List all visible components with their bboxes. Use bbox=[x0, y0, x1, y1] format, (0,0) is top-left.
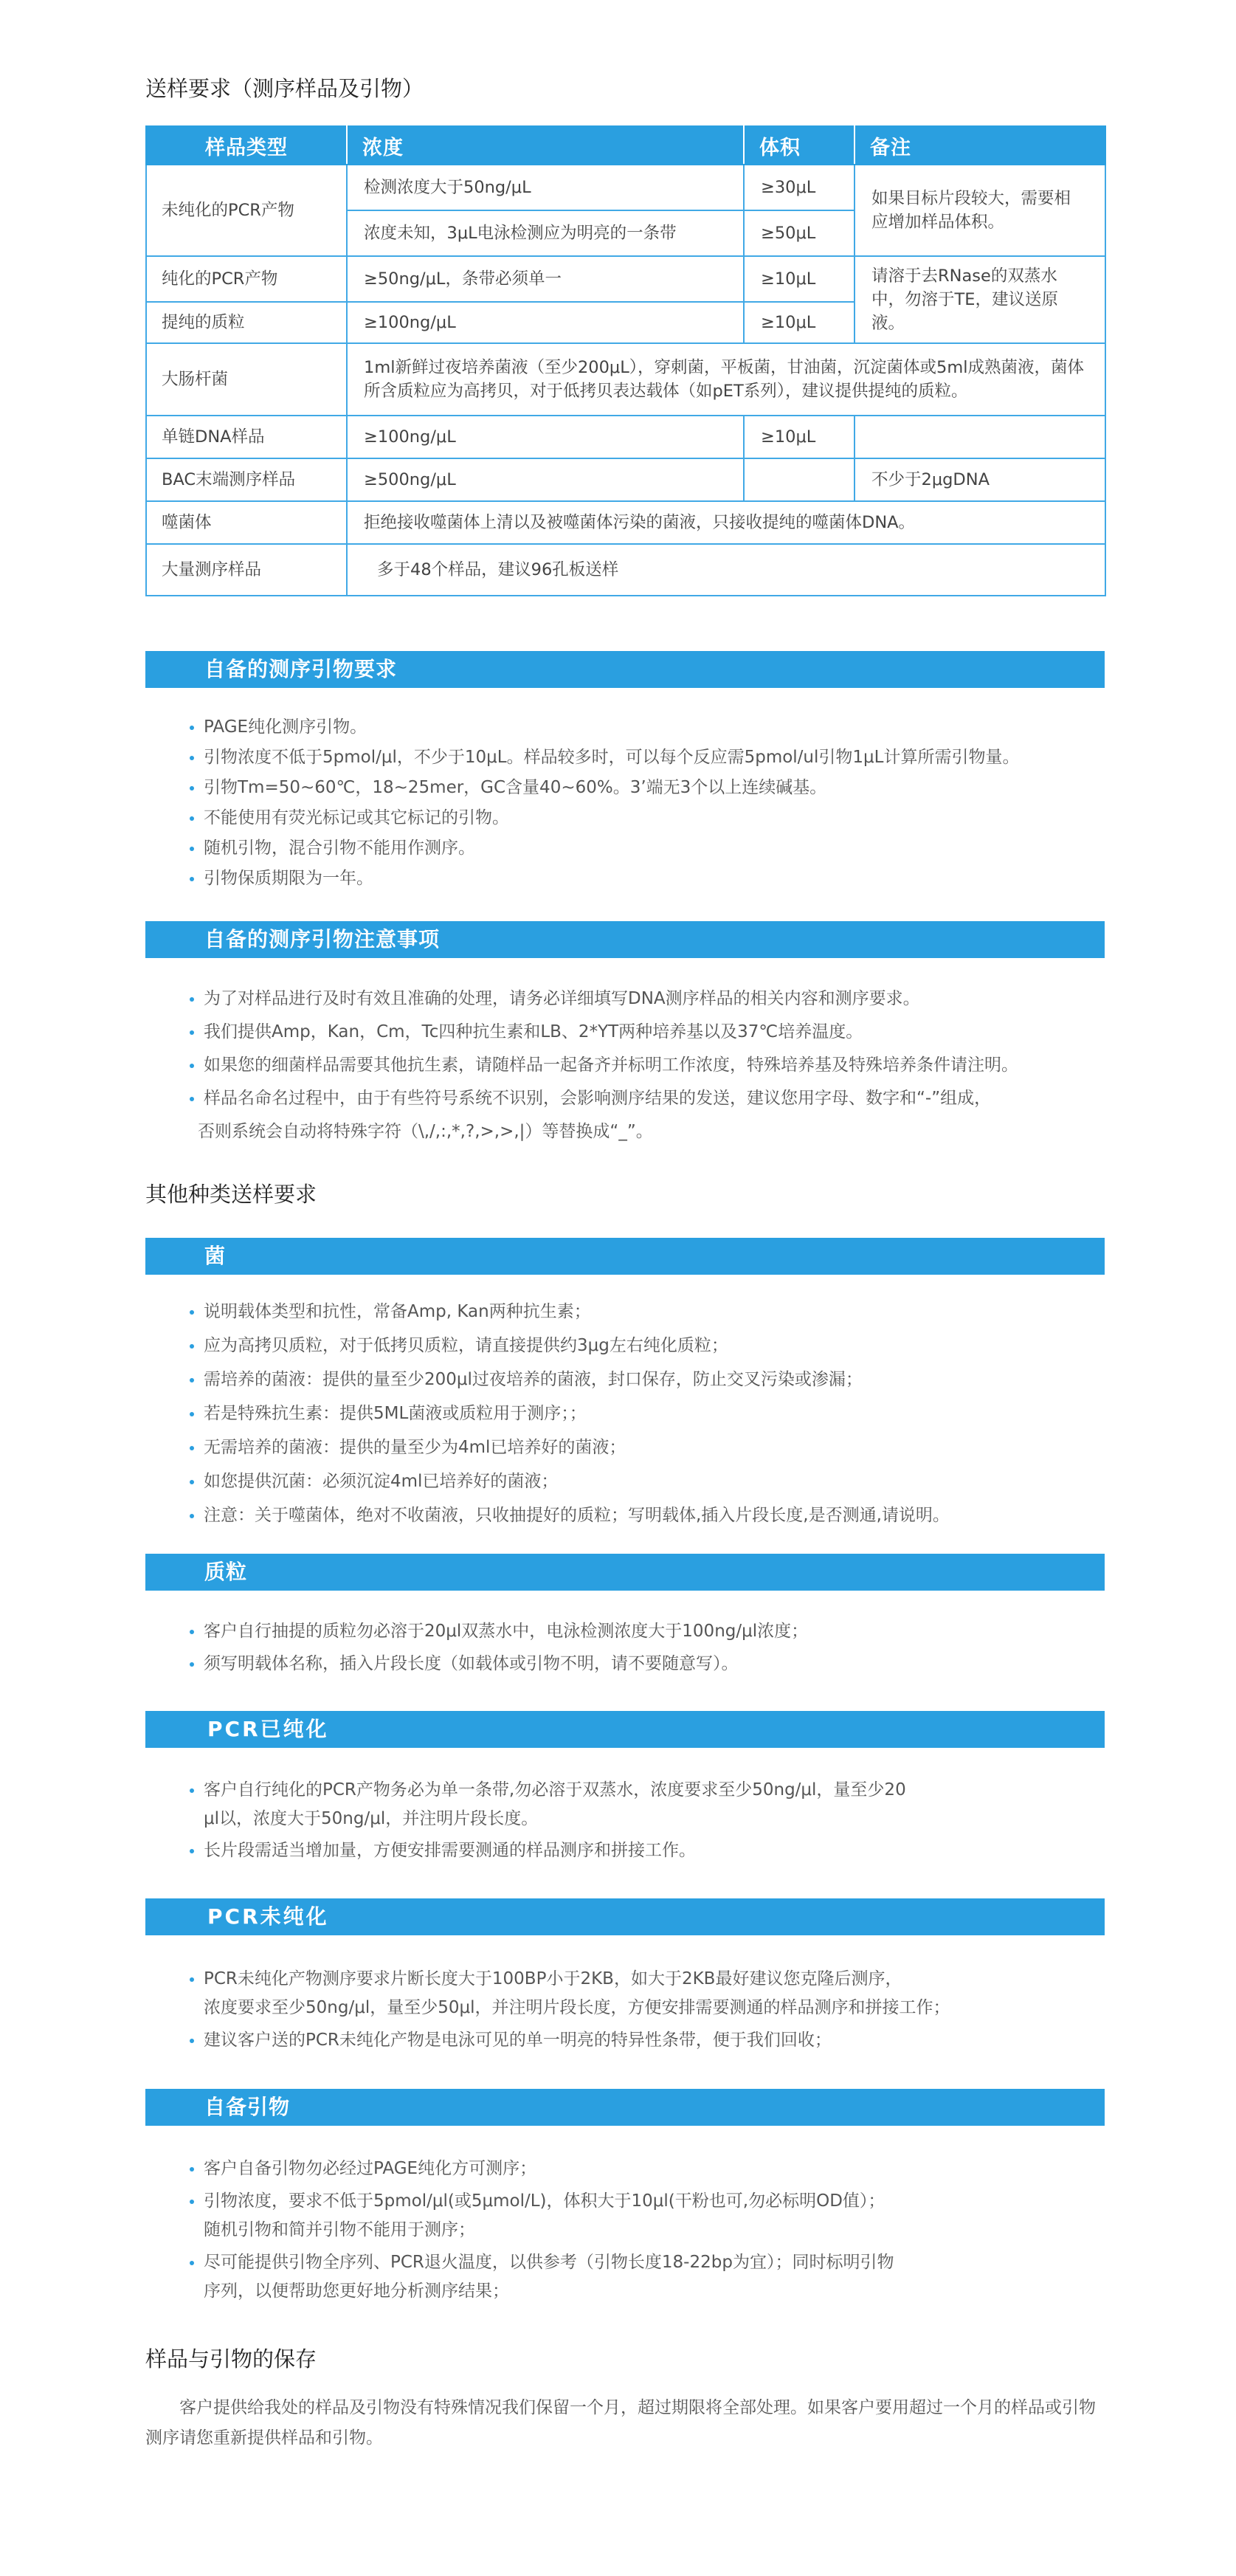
cell-note bbox=[855, 416, 1105, 458]
banner-own-primer: 自备引物 bbox=[145, 2089, 1105, 2126]
list-item: 尽可能提供引物全序列、PCR退火温度，以供参考（引物长度18-22bp为宜）；同时标明引物 序列，以便帮助您更好地分析测序结果； bbox=[190, 2248, 1119, 2307]
list-item: 样品名命名过程中，由于有些符号系统不识别，会影响测序结果的发送，建议您用字母、数字和“-”组成， 否则系统会自动将特殊字符（\,/,:,*,?,>,>,|）等替换成“_”。 bbox=[190, 1084, 1119, 1147]
cell-type: 提纯的质粒 bbox=[146, 302, 347, 343]
list-item: 引物浓度不低于5pmol/μl，不少于10μL。样品较多时，可以每个反应需5pmol/ul引物1μL计算所需引物量。 bbox=[190, 743, 1119, 773]
banner-primer-requirements: 自备的测序引物要求 bbox=[145, 651, 1105, 688]
section-title-other-samples: 其他种类送样要求 bbox=[145, 1182, 317, 1207]
cell-concentration: ≥100ng/μL bbox=[347, 302, 744, 343]
list-item: 无需培养的菌液：提供的量至少为4ml已培养好的菌液； bbox=[190, 1433, 1119, 1463]
section-title-storage: 样品与引物的保存 bbox=[145, 2346, 317, 2372]
header-notes: 备注 bbox=[855, 126, 1105, 165]
list-item: 若是特殊抗生素：提供5ML菌液或质粒用于测序；； bbox=[190, 1399, 1119, 1429]
list-item: 客户自行纯化的PCR产物务必为单一条带,勿必溶于双蒸水，浓度要求至少50ng/μl，量至少20 μl以，浓度大于50ng/μl，并注明片段长度。 bbox=[190, 1775, 1119, 1834]
list-item: PAGE纯化测序引物。 bbox=[190, 712, 1119, 743]
cell-type: 未纯化的PCR产物 bbox=[146, 165, 347, 256]
cell-concentration: 浓度未知，3μL电泳检测应为明亮的一条带 bbox=[347, 210, 744, 256]
cell-concentration: 1ml新鲜过夜培养菌液（至少200μL），穿刺菌，平板菌，甘油菌，沉淀菌体或5ml成熟菌液，菌体所含质粒应为高拷贝，对于低拷贝表达载体（如pET系列），建议提供提纯的质粒。 bbox=[347, 343, 1105, 416]
table-header-row bbox=[146, 126, 1105, 165]
banner-bacteria: 菌 bbox=[145, 1238, 1105, 1275]
list-item: 客户自行抽提的质粒勿必溶于20μl双蒸水中，电泳检测浓度大于100ng/μl浓度； bbox=[190, 1616, 1119, 1647]
list-pcr-unpurified bbox=[190, 1964, 1119, 2056]
header-concentration: 浓度 bbox=[347, 126, 744, 165]
list-item: 客户自备引物勿必经过PAGE纯化方可测序； bbox=[190, 2154, 1119, 2184]
storage-paragraph: 客户提供给我处的样品及引物没有特殊情况我们保留一个月，超过期限将全部处理。如果客户要用超过一个月的样品或引物测序请您重新提供样品和引物。 bbox=[145, 2398, 1096, 2448]
list-item: 建议客户送的PCR未纯化产物是电泳可见的单一明亮的特异性条带，便于我们回收； bbox=[190, 2025, 1119, 2056]
list-item: 不能使用有荧光标记或其它标记的引物。 bbox=[190, 803, 1119, 833]
banner-primer-notes: 自备的测序引物注意事项 bbox=[145, 921, 1105, 958]
list-item: 注意：关于噬菌体，绝对不收菌液，只收抽提好的质粒；写明载体,插入片段长度,是否测通,请说明。 bbox=[190, 1501, 1119, 1531]
cell-volume: ≥10μL bbox=[744, 416, 855, 458]
list-item: 需培养的菌液：提供的量至少200μl过夜培养的菌液，封口保存，防止交叉污染或渗漏； bbox=[190, 1365, 1119, 1395]
header-volume: 体积 bbox=[744, 126, 855, 165]
list-bacteria bbox=[190, 1297, 1119, 1531]
list-item: 应为高拷贝质粒，对于低拷贝质粒，请直接提供约3μg左右纯化质粒； bbox=[190, 1331, 1119, 1361]
list-own-primer bbox=[190, 2154, 1119, 2307]
banner-pcr-purified: PCR已纯化 bbox=[145, 1711, 1105, 1748]
list-primer-notes bbox=[190, 984, 1119, 1147]
table-row bbox=[146, 458, 1105, 501]
cell-type: BAC末端测序样品 bbox=[146, 458, 347, 501]
cell-type: 纯化的PCR产物 bbox=[146, 256, 347, 302]
list-item: 如果您的细菌样品需要其他抗生素，请随样品一起备齐并标明工作浓度，特殊培养基及特殊培养条件请注明。 bbox=[190, 1050, 1119, 1081]
header-sample-type: 样品类型 bbox=[146, 126, 347, 165]
banner-pcr-unpurified: PCR未纯化 bbox=[145, 1898, 1105, 1935]
cell-concentration: ≥100ng/μL bbox=[347, 416, 744, 458]
table-row bbox=[146, 544, 1105, 596]
cell-type: 大量测序样品 bbox=[146, 544, 347, 596]
cell-volume: ≥10μL bbox=[744, 302, 855, 343]
section-title-sample-requirements: 送样要求（测序样品及引物） bbox=[145, 76, 424, 101]
list-item: 为了对样品进行及时有效且准确的处理，请务必详细填写DNA测序样品的相关内容和测序要求。 bbox=[190, 984, 1119, 1014]
table-row bbox=[146, 256, 1105, 302]
table-row bbox=[146, 416, 1105, 458]
cell-type: 单链DNA样品 bbox=[146, 416, 347, 458]
cell-concentration: ≥500ng/μL bbox=[347, 458, 744, 501]
cell-volume: ≥10μL bbox=[744, 256, 855, 302]
cell-concentration: 拒绝接收噬菌体上清以及被噬菌体污染的菌液，只接收提纯的噬菌体DNA。 bbox=[347, 501, 1105, 544]
cell-concentration: ≥50ng/μL，条带必须单一 bbox=[347, 256, 744, 302]
table-row bbox=[146, 343, 1105, 416]
sample-requirements-table bbox=[145, 125, 1106, 596]
list-item: 长片段需适当增加量，方便安排需要测通的样品测序和拼接工作。 bbox=[190, 1836, 1119, 1866]
cell-concentration: 检测浓度大于50ng/μL bbox=[347, 165, 744, 210]
list-item: 须写明载体名称，插入片段长度（如载体或引物不明，请不要随意写）。 bbox=[190, 1649, 1119, 1679]
list-item: PCR未纯化产物测序要求片断长度大于100BP小于2KB，如大于2KB最好建议您克隆后测序， 浓度要求至少50ng/μl，量至少50μl，并注明片段长度，方便安排需要测通的样品测序和拼接工作； bbox=[190, 1964, 1119, 2023]
list-item: 如您提供沉菌：必须沉淀4ml已培养好的菌液； bbox=[190, 1467, 1119, 1497]
list-item: 引物浓度，要求不低于5pmol/μl(或5μmol/L)，体积大于10μl(干粉也可,勿必标明OD值）； 随机引物和简并引物不能用于测序； bbox=[190, 2186, 1119, 2245]
cell-type: 大肠杆菌 bbox=[146, 343, 347, 416]
list-primer-requirements bbox=[190, 712, 1119, 894]
list-item: 随机引物，混合引物不能用作测序。 bbox=[190, 833, 1119, 864]
list-pcr-purified bbox=[190, 1775, 1119, 1866]
list-item: 引物Tm=50~60℃，18~25mer，GC含量40~60%。3’端无3个以上连续碱基。 bbox=[190, 773, 1119, 803]
cell-concentration: 多于48个样品，建议96孔板送样 bbox=[347, 544, 1105, 596]
cell-volume: ≥30μL bbox=[744, 165, 855, 210]
list-item: 引物保质期限为一年。 bbox=[190, 864, 1119, 894]
cell-volume: ≥50μL bbox=[744, 210, 855, 256]
list-item: 我们提供Amp，Kan，Cm，Tc四种抗生素和LB、2*YT两种培养基以及37℃培养温度。 bbox=[190, 1017, 1119, 1047]
banner-plasmid: 质粒 bbox=[145, 1554, 1105, 1591]
list-item: 说明载体类型和抗性，常备Amp, Kan两种抗生素； bbox=[190, 1297, 1119, 1327]
table-row bbox=[146, 501, 1105, 544]
cell-type: 噬菌体 bbox=[146, 501, 347, 544]
cell-note: 请溶于去RNase的双蒸水中，勿溶于TE，建议送原液。 bbox=[855, 256, 1105, 343]
cell-volume bbox=[744, 458, 855, 501]
table-row bbox=[146, 165, 1105, 210]
cell-note: 不少于2μgDNA bbox=[855, 458, 1105, 501]
cell-note: 如果目标片段较大，需要相应增加样品体积。 bbox=[855, 165, 1105, 256]
list-plasmid bbox=[190, 1616, 1119, 1679]
